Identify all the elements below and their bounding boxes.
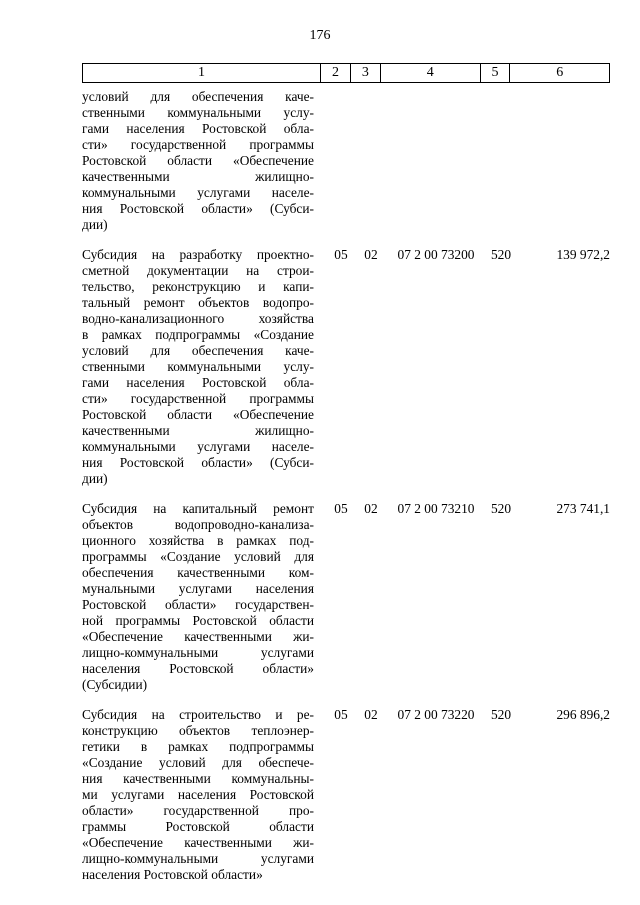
subsection-code: 02 xyxy=(364,501,378,516)
expense-type-code: 520 xyxy=(490,247,512,262)
description-line: Ростовской области» государствен- xyxy=(82,597,314,612)
description-line: граммы Ростовской области xyxy=(82,819,314,834)
table-row xyxy=(82,707,610,883)
target-article-code: 07 2 00 73200 xyxy=(397,247,475,262)
description-line: Ростовской области «Обеспечение xyxy=(82,407,314,422)
description-line: тальный ремонт объектов водопро- xyxy=(82,295,314,310)
description-line: качественными жилищно- xyxy=(82,169,314,184)
subsection-code: 02 xyxy=(364,247,378,262)
header-col-4: 4 xyxy=(380,64,480,82)
description-line: тельство, реконструкцию и капи- xyxy=(82,279,314,294)
table-header-row xyxy=(82,63,610,83)
description-line: гами населения Ростовской обла- xyxy=(82,375,314,390)
description-line: ми услугами населения Ростовской xyxy=(82,787,314,802)
description-line: (Субсидии) xyxy=(82,677,148,692)
target-article-code: 07 2 00 73220 xyxy=(397,707,475,722)
header-col-2: 2 xyxy=(320,64,350,82)
description-line: мунальными услугами населения xyxy=(82,581,314,596)
description-line: дии) xyxy=(82,471,108,486)
header-col-5: 5 xyxy=(480,64,510,82)
description-line: ционного хозяйства в рамках под- xyxy=(82,533,314,548)
description-line: ния качественными коммунальны- xyxy=(82,771,314,786)
description-line: качественными жилищно- xyxy=(82,423,314,438)
row-description xyxy=(82,89,314,233)
row-description xyxy=(82,247,314,487)
description-line: Субсидия на капитальный ремонт xyxy=(82,501,314,516)
amount: 273 741,1 xyxy=(556,501,610,516)
table-row xyxy=(82,89,610,233)
target-article-code: 07 2 00 73210 xyxy=(397,501,475,516)
description-line: лищно-коммунальными услугами xyxy=(82,851,314,866)
description-line: ственными коммунальными услу- xyxy=(82,359,314,374)
header-col-3: 3 xyxy=(350,64,380,82)
description-line: «Создание условий для обеспече- xyxy=(82,755,314,770)
row-description xyxy=(82,501,314,693)
table-row xyxy=(82,247,610,487)
description-line: гетики в рамках подпрограммы xyxy=(82,739,314,754)
description-line: в рамках подпрограммы «Создание xyxy=(82,327,314,342)
description-line: сметной документации на строи- xyxy=(82,263,314,278)
description-line: Ростовской области «Обеспечение xyxy=(82,153,314,168)
description-line: населения Ростовской области» xyxy=(82,661,314,676)
section-code: 05 xyxy=(334,707,348,722)
description-line: обеспечения качественными ком- xyxy=(82,565,314,580)
description-line: Субсидия на разработку проектно- xyxy=(82,247,314,262)
table-body xyxy=(82,89,610,897)
description-line: объектов водопроводно-канализа- xyxy=(82,517,314,532)
description-line: ной программы Ростовской области xyxy=(82,613,314,628)
description-line: «Обеспечение качественными жи- xyxy=(82,835,314,850)
header-col-6: 6 xyxy=(509,64,609,82)
description-line: водно-канализационного хозяйства xyxy=(82,311,314,326)
description-line: условий для обеспечения каче- xyxy=(82,343,314,358)
expense-type-code: 520 xyxy=(490,501,512,516)
table-row xyxy=(82,501,610,693)
amount: 139 972,2 xyxy=(556,247,610,262)
description-line: «Обеспечение качественными жи- xyxy=(82,629,314,644)
section-code: 05 xyxy=(334,247,348,262)
row-description xyxy=(82,707,314,883)
description-line: сти» государственной программы xyxy=(82,137,314,152)
description-line: лищно-коммунальными услугами xyxy=(82,645,314,660)
description-line: коммунальными услугами населе- xyxy=(82,185,314,200)
description-line: условий для обеспечения каче- xyxy=(82,89,314,104)
section-code: 05 xyxy=(334,501,348,516)
header-col-1: 1 xyxy=(198,65,206,80)
description-line: области» государственной про- xyxy=(82,803,314,818)
description-line: ственными коммунальными услу- xyxy=(82,105,314,120)
description-line: Субсидия на строительство и ре- xyxy=(82,707,314,722)
description-line: конструкцию объектов теплоэнер- xyxy=(82,723,314,738)
description-line: сти» государственной программы xyxy=(82,391,314,406)
description-line: ния Ростовской области» (Субси- xyxy=(82,455,314,470)
description-line: гами населения Ростовской обла- xyxy=(82,121,314,136)
amount: 296 896,2 xyxy=(556,707,610,722)
description-line: ния Ростовской области» (Субси- xyxy=(82,201,314,216)
description-line: дии) xyxy=(82,217,108,232)
expense-type-code: 520 xyxy=(490,707,512,722)
description-line: коммунальными услугами населе- xyxy=(82,439,314,454)
description-line: населения Ростовской области» xyxy=(82,867,263,882)
subsection-code: 02 xyxy=(364,707,378,722)
description-line: программы «Создание условий для xyxy=(82,549,314,564)
page-number: 176 xyxy=(309,28,331,43)
